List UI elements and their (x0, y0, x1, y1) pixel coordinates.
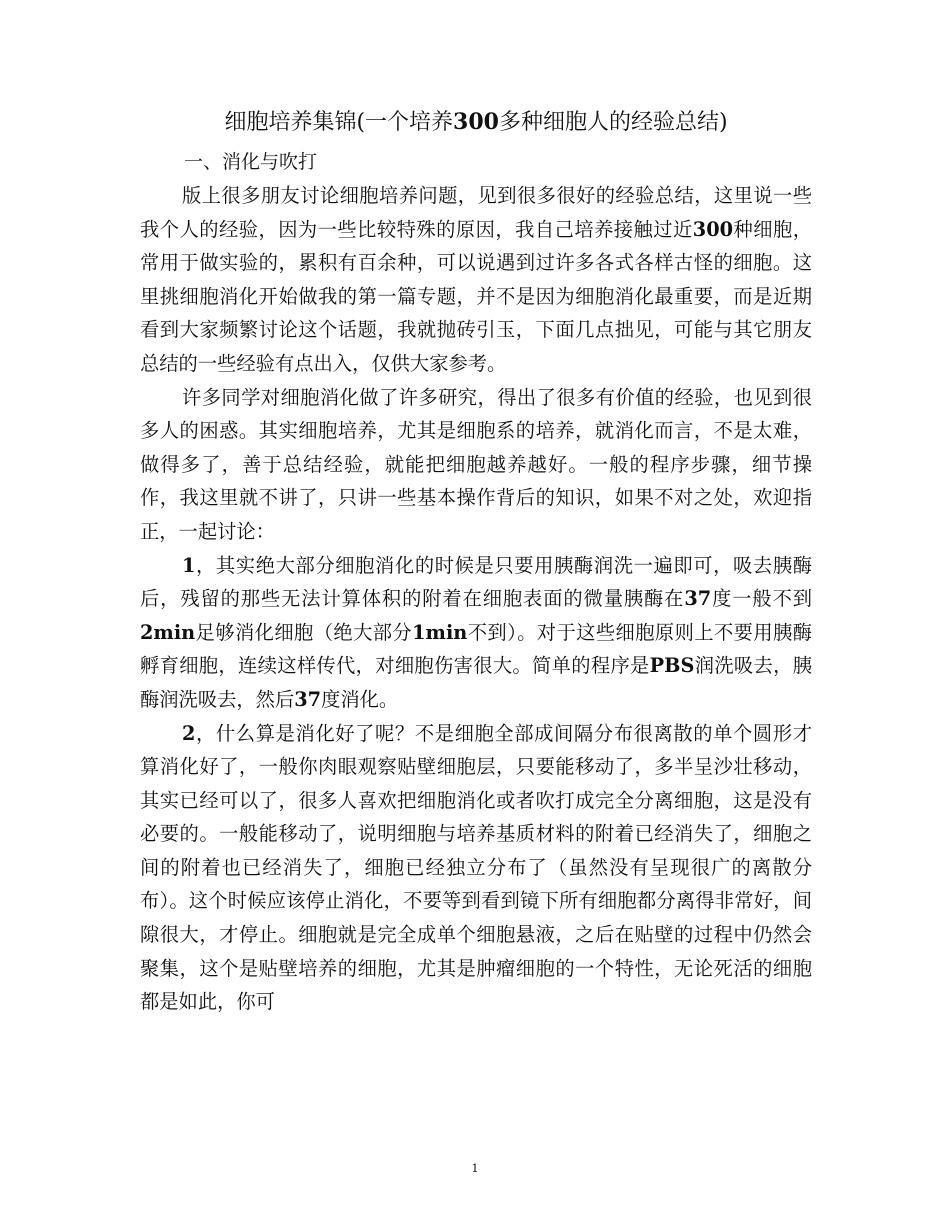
document-title: 细胞培养集锦(一个培养300多种细胞人的经验总结) (224, 109, 728, 135)
paragraph-point-1: 1，其实绝大部分细胞消化的时候是只要用胰酶润洗一遍即可，吸去胰酶后，残留的那些无法计算体积的附着在细胞表面的微量胰酶在37度一般不到2min足够消化细胞（绝大部分1min不到）。对于这些细胞原则上不要用胰酶孵育细胞，连续这样传代，对细胞伤害很大。简单的程序是PBS润洗吸去，胰酶润洗吸去，然后37度消化。 (140, 553, 813, 711)
paragraph-overview: 许多同学对细胞消化做了许多研究，得出了很多有价值的经验，也见到很多人的困惑。其实细胞培养，尤其是细胞系的培养，就消化而言，不是太难，做得多了，善于总结经验，就能把细胞越养越好。一般的程序步骤，细节操作，我这里就不讲了，只讲一些基本操作背后的知识，如果不对之处，欢迎指正，一起讨论： (140, 385, 812, 543)
paragraph-point-2: 2，什么算是消化好了呢？不是细胞全部成间隔分布很离散的单个圆形才算消化好了，一般你肉眼观察贴壁细胞层，只要能移动了，多半呈沙壮移动，其实已经可以了，很多人喜欢把细胞消化或者吹打成完全分离细胞，这是没有必要的。一般能移动了，说明细胞与培养基质材料的附着已经消失了，细胞之间的附着也已经消失了，细胞已经独立分布了（虽然没有呈现很广的离散分布）。这个时候应该停止消化，不要等到看到镜下所有细胞都分离得非常好，间隙很大，才停止。细胞就是完全成单个细胞悬液，之后在贴壁的过程中仍然会聚集，这个是贴壁培养的细胞，尤其是肿瘤细胞的一个特性，无论死活的细胞都是如此，你可 (140, 721, 812, 1014)
paragraph-intro: 版上很多朋友讨论细胞培养问题，见到很多很好的经验总结，这里说一些我个人的经验，因为一些比较特殊的原因，我自己培养接触过近300种细胞，常用于做实验的，累积有百余种，可以说遇到过许多各式各样古怪的细胞。这里挑细胞消化开始做我的第一篇专题，并不是因为细胞消化最重要，而是近期看到大家频繁讨论这个话题，我就抛砖引玉，下面几点拙见，可能与其它朋友总结的一些经验有点出入，仅供大家参考。 (140, 184, 812, 375)
document-body (140, 104, 812, 1019)
page-number: 1 (471, 1162, 479, 1175)
section-heading: 一、消化与吹打 (184, 151, 318, 173)
